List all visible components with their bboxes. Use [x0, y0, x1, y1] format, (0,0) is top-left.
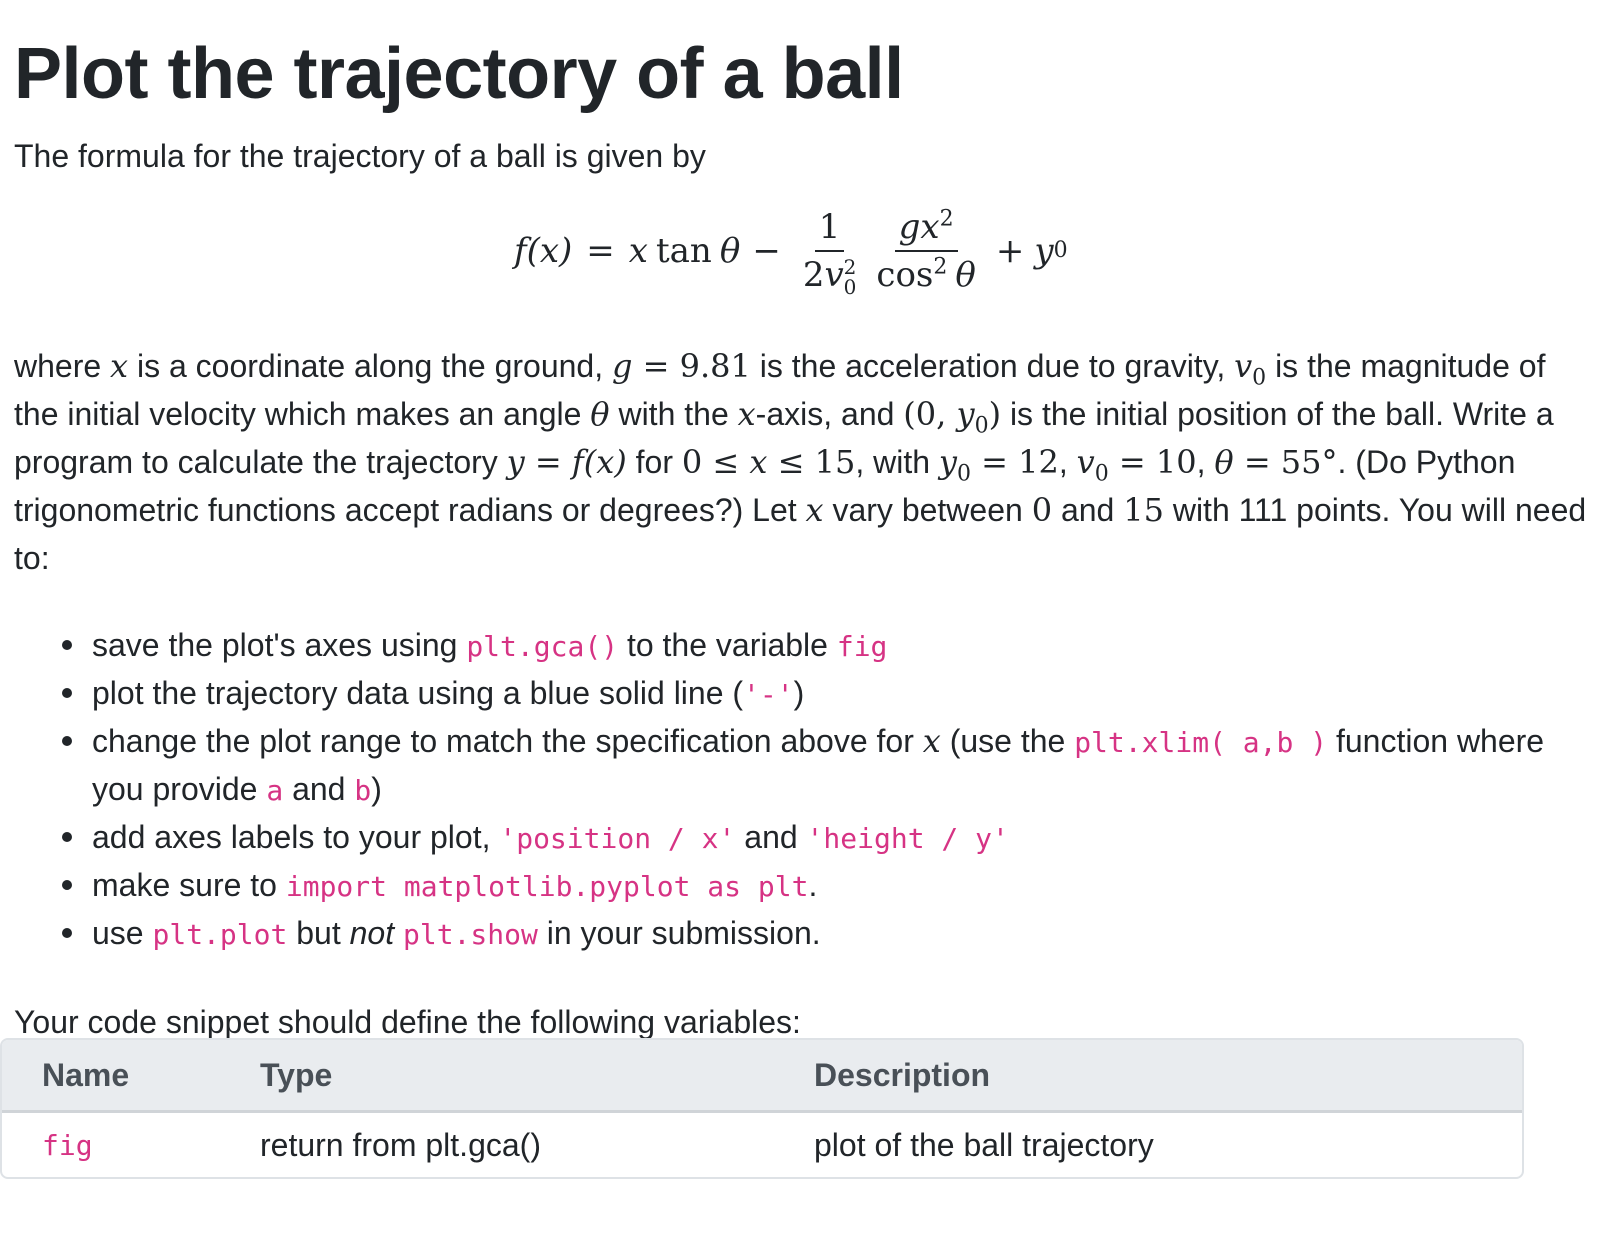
- list-item: add axes labels to your plot, 'position / x' and 'height / y': [92, 814, 1596, 862]
- problem-page: [14, 0, 1596, 1046]
- variable-name-cell: fig: [42, 1129, 93, 1162]
- eq-lhs: f(x): [514, 231, 573, 271]
- eq-frac2-num-sup: 2: [939, 206, 954, 232]
- eq-y0: y: [1034, 231, 1054, 271]
- eq-tan: tan: [655, 231, 712, 271]
- table-row: [2, 1113, 1522, 1177]
- eq-frac2-den-cos: cos: [876, 255, 934, 295]
- list-item: save the plot's axes using plt.gca() to the variable fig: [92, 622, 1596, 670]
- intro-text: The formula for the trajectory of a ball is given by: [14, 138, 706, 174]
- eq-frac1-den-var: v: [824, 254, 844, 295]
- column-header-type: Type: [260, 1040, 814, 1113]
- eq-frac2-num-x: x: [920, 207, 940, 247]
- eq-frac2-den-theta: θ: [955, 255, 976, 295]
- list-item: change the plot range to match the specification above for x (use the plt.xlim( a,b ) function where you provide a and b): [92, 718, 1596, 814]
- list-item: use plt.plot but not plt.show in your submission.: [92, 910, 1596, 958]
- problem-description: where x is a coordinate along the ground, g = 9.81 is the acceleration due to gravity, $v_0$ is the magnitude of the initial velocity which makes an angle θ with the x-axis, and (0, $y_0$) is the initial position of the ball. Write a program to calculate the trajectory y = f(x) for 0 ≤ x ≤ 15, with $y_0 = 12$, $v_0 = 10$, θ = 55°. (Do Python trigonometric functions accept radians or degrees?) Let x vary between 0 and 15 with 111 points. You will need to:: [14, 347, 1587, 576]
- eq-minus: −: [752, 231, 781, 271]
- list-item: plot the trajectory data using a blue solid line ('-'): [92, 670, 1596, 718]
- eq-frac1-den-coef: 2: [802, 254, 825, 295]
- eq-x: x: [628, 231, 648, 271]
- requirements-list: [14, 622, 1596, 958]
- variable-type-cell: return from plt.gca(): [260, 1127, 541, 1163]
- variables-intro: Your code snippet should define the following variables:: [14, 1004, 801, 1040]
- eq-plus: +: [995, 231, 1025, 271]
- eq-frac1-den-sub: 0: [843, 274, 857, 299]
- variable-description-cell: plot of the ball trajectory: [814, 1127, 1154, 1163]
- eq-frac2-num-g: g: [898, 207, 921, 247]
- page-title: Plot the trajectory of a ball: [14, 34, 904, 114]
- variables-table: [0, 1038, 1524, 1179]
- eq-frac1-num: 1: [815, 206, 845, 252]
- list-item: make sure to import matplotlib.pyplot as plt.: [92, 862, 1596, 910]
- column-header-description: Description: [814, 1040, 1522, 1113]
- eq-theta: θ: [719, 231, 741, 271]
- eq-fraction-2: [872, 206, 979, 296]
- table-header-row: [2, 1040, 1522, 1113]
- trajectory-equation: f(x) = x tan θ − 1 2v 2 0 $\frac{gx^2}{\cos^2 \theta}$ + y 0: [514, 206, 1068, 299]
- column-header-name: Name: [2, 1040, 260, 1113]
- eq-frac2-den-sup: 2: [933, 254, 948, 280]
- eq-fraction-1: [799, 206, 861, 297]
- eq-equals: =: [586, 231, 615, 271]
- eq-frac1-den-sup: 2: [843, 254, 857, 279]
